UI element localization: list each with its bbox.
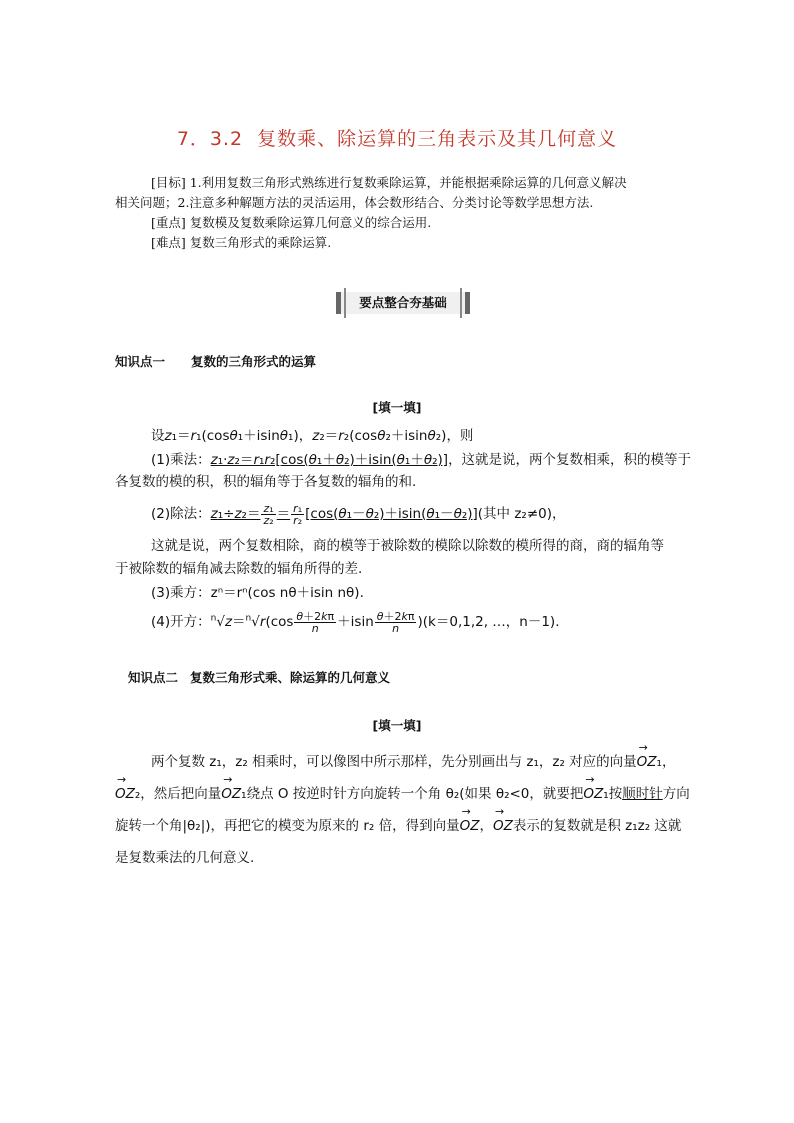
pow-line [151, 581, 364, 601]
kp1-label: 知识点一 [115, 354, 166, 369]
set-prefix: 设 [151, 428, 165, 444]
kp2-fill-label: [填一填] [372, 718, 422, 733]
section-number: 7．3.2 [176, 128, 244, 150]
div-line [151, 502, 566, 526]
kp2-line-2-a: ，然后把向量 [140, 786, 222, 802]
clockwise-term: 顺时针 [622, 786, 663, 802]
set-line: 设z₁＝r₁(cosθ₁＋isinθ₁)，z₂＝r₂(cosθ₂＋isinθ₂)，则 [151, 428, 474, 444]
page-title [0, 124, 794, 151]
kp2-label: 知识点二 [128, 670, 179, 685]
mul-formula: z₁·z₂＝r₁r₂[cos(θ₁＋θ₂)＋isin(θ₁＋θ₂)] [210, 452, 449, 468]
knowledge-point-1-heading [115, 352, 316, 370]
mul-tail: ，这就是说，两个复数相乘，积的模等于 [448, 452, 692, 468]
kp1-fill-label: [填一填] [372, 400, 422, 415]
knowledge-point-2-heading [128, 668, 390, 686]
goal-line-1: [目标] 1.利用复数三角形式熟练进行复数乘除运算，并能根据乘除运算的几何意义解决 [151, 175, 627, 190]
root-line: (4)开方：$^n$√z＝$^n$√r(cos $\frac{\theta+2k\pi}{n}$ ＋isin $\frac{\theta+2k\pi}{n}$ )(k＝0,1,2, …，n－1). [151, 609, 560, 635]
div-line-3: 于被除数的辐角减去除数的辐角所得的差. [115, 561, 363, 577]
div-tail: (其中 z₂≠0)， [477, 506, 566, 522]
kp2-line-3-b: 表示的复数就是积 z₁z₂ 这就 [512, 818, 682, 834]
kp2-line-2-d: 方向 [662, 786, 690, 802]
mul-line-2: 各复数的模的积，积的辐角等于各复数的辐角的和. [115, 474, 417, 490]
root-label: (4)开方： [151, 614, 211, 630]
kp2-line-2-b: 绕点 O 按逆时针方向旋转一个角 θ₂(如果 θ₂<0，就要把 [246, 786, 584, 802]
difficulty-point: [难点] 复数三角形式的乘除运算. [151, 235, 332, 250]
mul-line [151, 448, 691, 468]
intro-block [115, 173, 685, 253]
kp2-line-3: 旋转一个角|θ₂|)，再把它的模变为原来的 r₂ 倍，得到向量→ OZ，→ OZ表示的复数就是积 z₁z₂ 这就 [115, 814, 681, 834]
mul-label: (1)乘法： [151, 452, 211, 468]
kp2-line-2: → OZ₂，然后把向量→ OZ₁绕点 O 按逆时针方向旋转一个角 θ₂(如果 θ₂<0，就要把→ OZ₁按顺时针方向 [115, 782, 690, 802]
pow-formula: zⁿ＝rⁿ(cos nθ＋isin nθ). [210, 585, 364, 601]
div-label: (2)除法： [151, 506, 211, 522]
key-point: [重点] 复数模及复数乘除运算几何意义的综合运用. [151, 215, 432, 230]
kp2-line-4: 是复数乘法的几何意义. [115, 850, 255, 866]
goal-line-2: 相关问题；2.注意多种解题方法的灵活运用，体会数形结合、分类讨论等数学思想方法. [115, 195, 594, 210]
kp2-line-2-c: 按 [608, 786, 623, 802]
kp2-title: 复数三角形式乘、除运算的几何意义 [190, 670, 391, 685]
section-title: 复数乘、除运算的三角表示及其几何意义 [257, 128, 618, 150]
div-line-2: 这就是说，两个复数相除，商的模等于被除数的模除以除数的模所得的商，商的辐角等 [151, 538, 664, 554]
pow-label: (3)乘方： [151, 585, 211, 601]
root-tail: (k＝0,1,2, …，n－1). [422, 614, 560, 630]
div-formula: z₁÷z₂＝ $\frac{\text{z₁}}{\text{z₂}}$ ＝ $\frac{\text{r₁}}{\text{r₂}}$ [cos(θ₁－θ₂)＋isin(θ₁－θ₂)] [210, 501, 478, 527]
kp1-title: 复数的三角形式的运算 [191, 354, 317, 369]
kp2-line-1: 两个复数 z₁，z₂ 相乘时，可以像图中所示那样，先分别画出与 z₁，z₂ 对应的向量→ OZ₁， [151, 750, 675, 770]
kp2-line-3-a: 旋转一个角|θ₂|)，再把它的模变为原来的 r₂ 倍，得到向量 [115, 818, 460, 834]
kp2-line-1-text: 两个复数 z₁，z₂ 相乘时，可以像图中所示那样，先分别画出与 z₁，z₂ 对应的向量 [151, 754, 637, 770]
set-suffix: ，则 [446, 428, 474, 444]
section-banner: 要点整合夯基础 [336, 292, 470, 314]
